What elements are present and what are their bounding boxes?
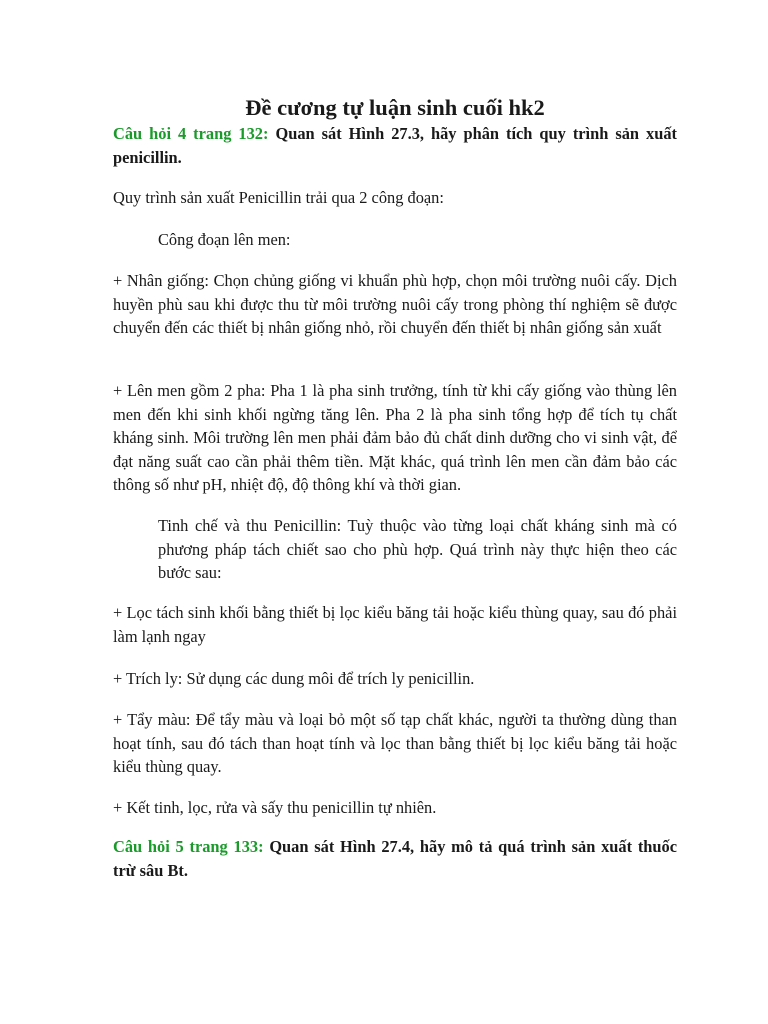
paragraph-crystallization: + Kết tinh, lọc, rửa và sấy thu penicillin tự nhiên. (113, 798, 437, 817)
question-4-label: Câu hỏi 4 trang 132 (113, 124, 264, 143)
paragraph-fermentation-phases: + Lên men gồm 2 pha: Pha 1 là pha sinh trưởng, tính từ khi cấy giống vào thùng lên men đến khi sinh khối ngừng tăng lên. Pha 2 là pha sinh tổng hợp để tích tụ chất kháng sinh. Môi trường lên men phải đảm bảo đủ chất dinh dưỡng cho vi sinh vật, để đạt năng suất cao cần phải thêm tiền. Mặt khác, quá trình lên men cần đảm bảo các thông số như pH, nhiệt độ, độ thông khí và thời gian. (113, 381, 677, 494)
paragraph-extraction: + Trích ly: Sử dụng các dung môi để trích ly penicillin. (113, 669, 475, 688)
paragraph-fermentation-heading: Công đoạn lên men: (158, 230, 291, 249)
paragraph-intro: Quy trình sản xuất Penicillin trải qua 2 công đoạn: (113, 188, 444, 207)
paragraph-decolorization: + Tẩy màu: Để tẩy màu và loại bỏ một số tạp chất khác, người ta thường dùng than hoạt tính, sau đó tách than hoạt tính và lọc than bằng thiết bị lọc kiểu băng tải hoặc kiểu thùng quay. (113, 710, 677, 776)
paragraph-breeding: + Nhân giống: Chọn chủng giống vi khuẩn phù hợp, chọn môi trường nuôi cấy. Dịch huyền phù sau khi được thu từ môi trường nuôi cấy trong phòng thí nghiệm sẽ được chuyển đến các thiết bị nhân giống nhỏ, rồi chuyển đến thiết bị nhân giống sản xuất (113, 271, 677, 337)
question-4 (113, 122, 677, 169)
question-4-separator: : (263, 124, 269, 143)
question-5 (113, 835, 677, 882)
question-5-label: Câu hỏi 5 trang 133: (113, 837, 264, 856)
question-5-text: Quan sát Hình 27.4, hãy mô tả quá trình sản xuất thuốc trừ sâu Bt. (113, 837, 677, 880)
paragraph-filtering: + Lọc tách sinh khối bằng thiết bị lọc kiểu băng tải hoặc kiểu thùng quay, sau đó phải làm lạnh ngay (113, 603, 677, 646)
question-4-text: Quan sát Hình 27.3, hãy phân tích quy trình sản xuất penicillin. (113, 124, 677, 167)
paragraph-purification-heading: Tinh chế và thu Penicillin: Tuỳ thuộc vào từng loại chất kháng sinh mà có phương pháp tách chiết sao cho phù hợp. Quá trình này thực hiện theo các bước sau: (158, 516, 677, 582)
document-title: Đề cương tự luận sinh cuối hk2 (245, 95, 545, 120)
